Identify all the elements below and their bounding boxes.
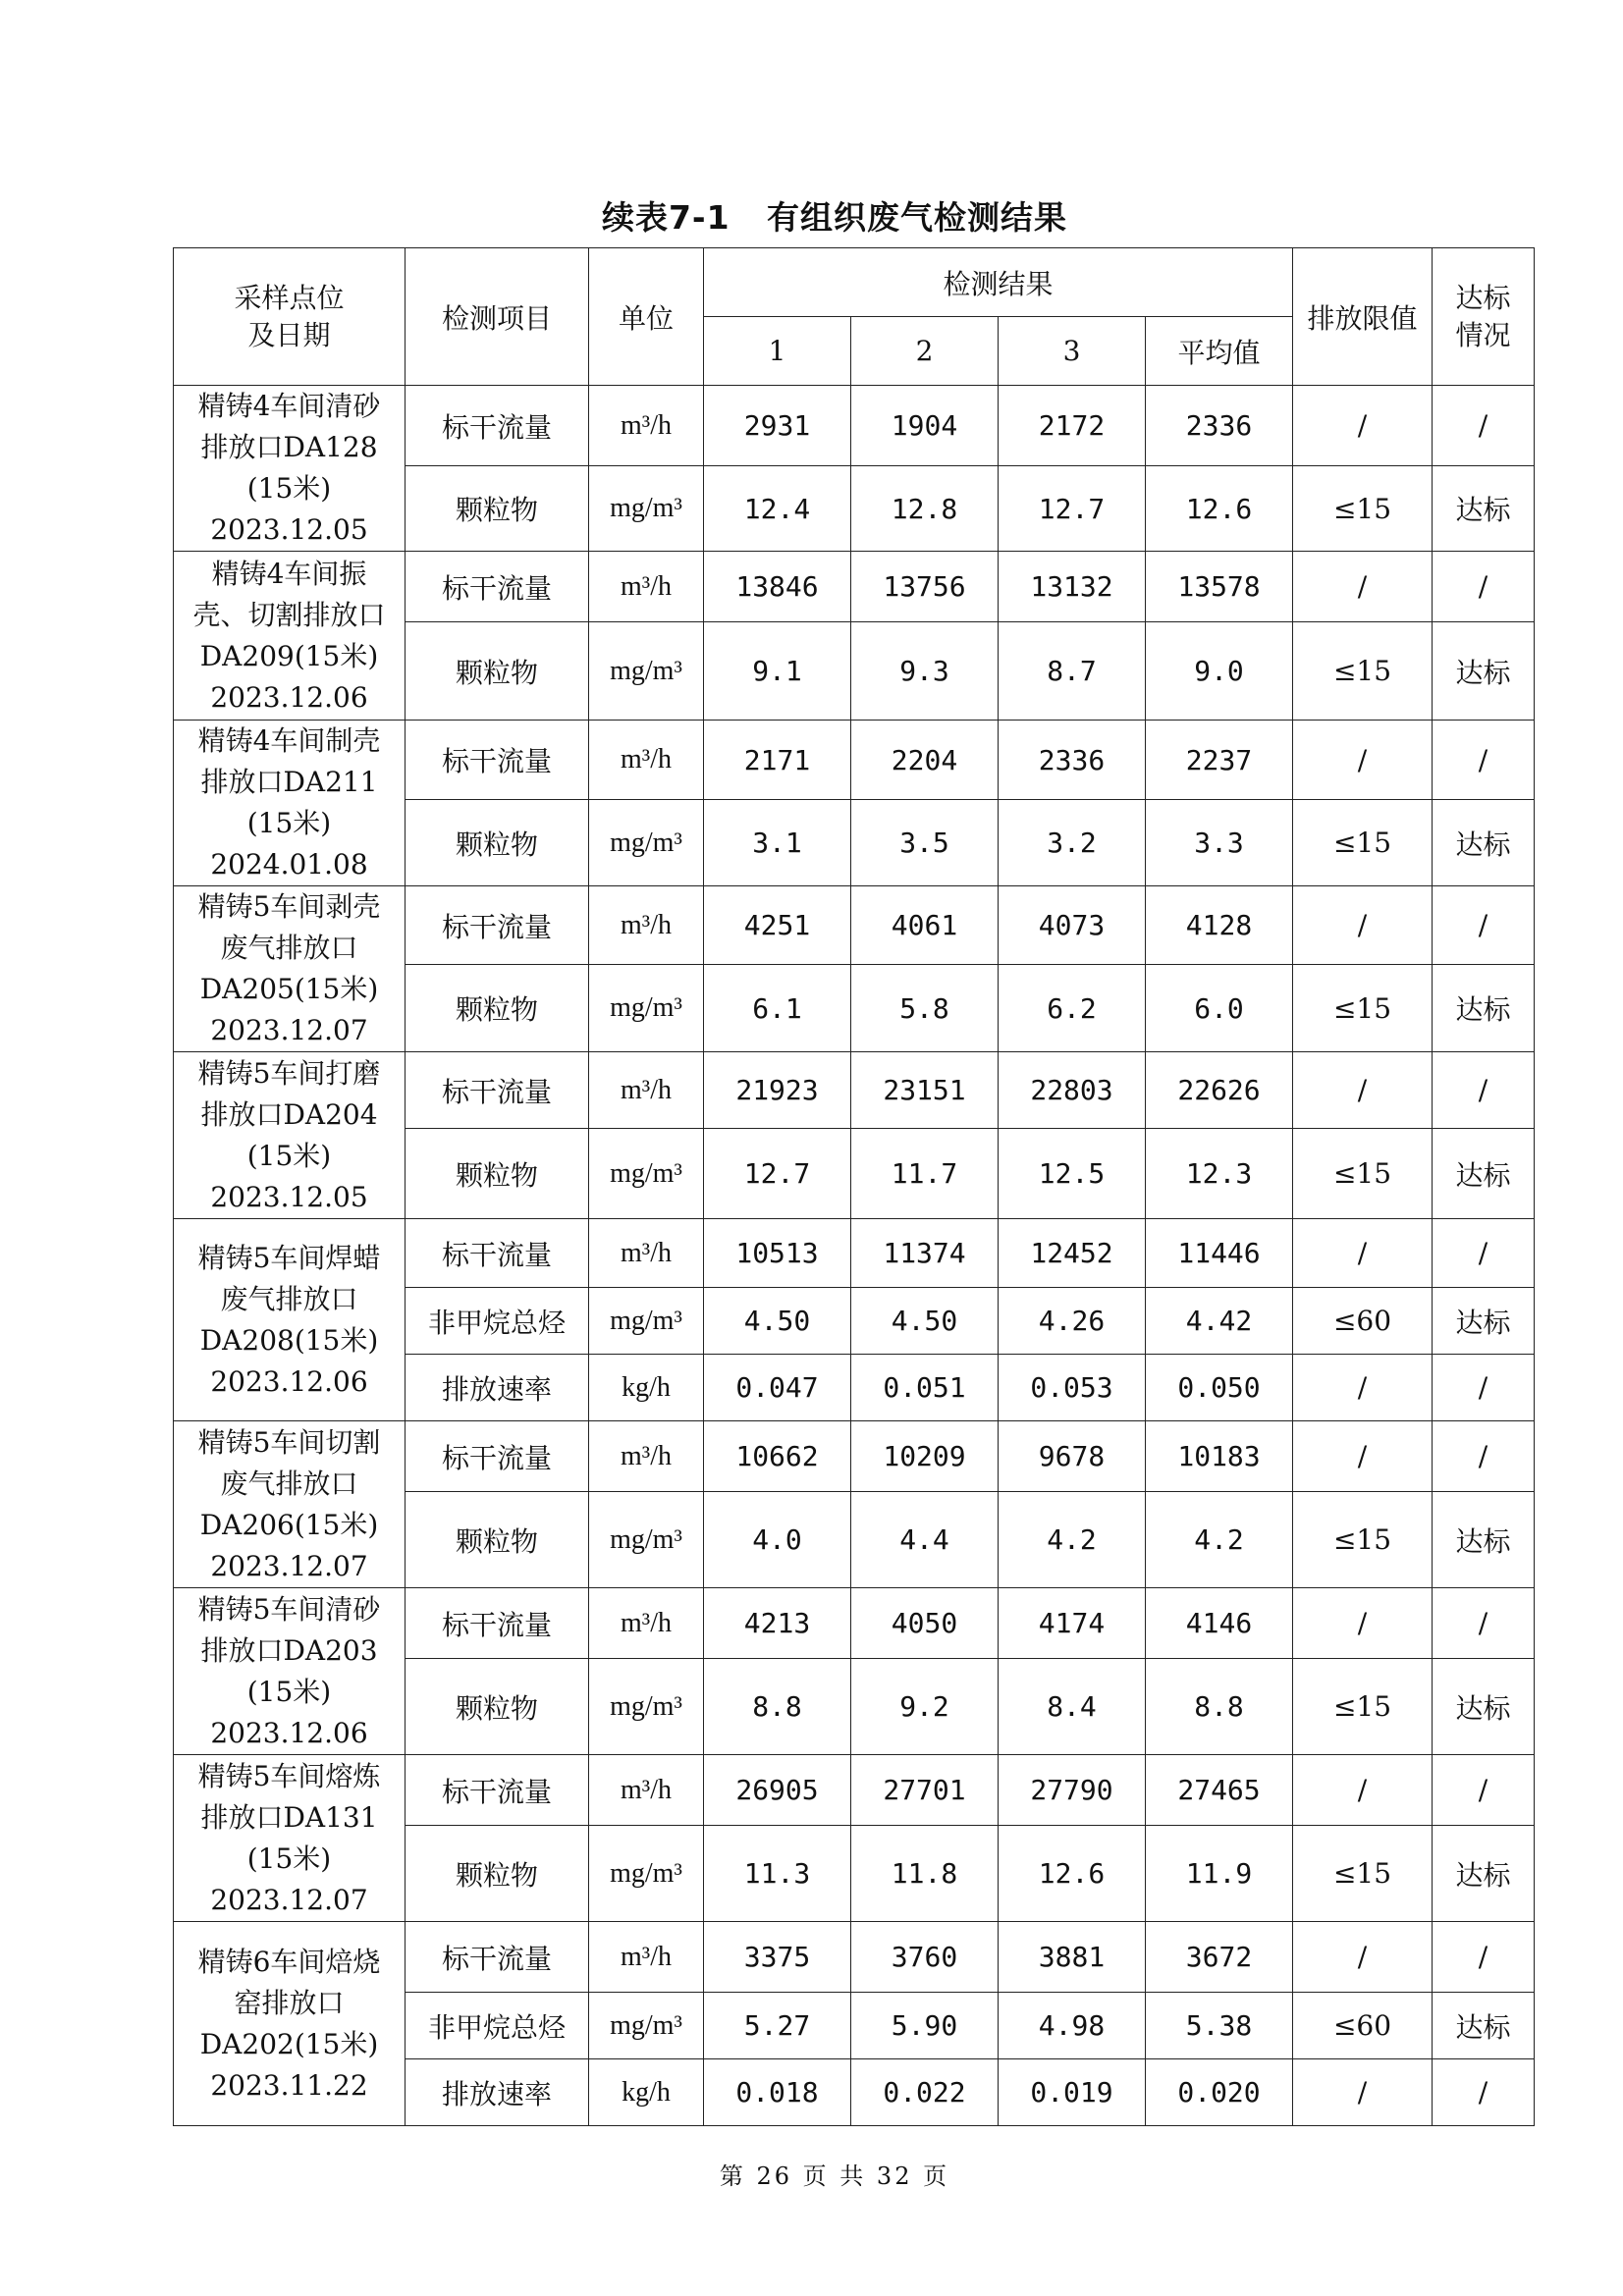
table-row [174,552,1535,622]
item-cell: 标干流量 [406,552,589,622]
limit-cell: / [1293,386,1433,466]
unit-cell: m³/h [589,386,704,466]
location-cell [174,1421,406,1588]
unit-cell: mg/m³ [589,1288,704,1355]
value-cell-average: 3.3 [1146,800,1293,886]
item-cell: 非甲烷总烃 [406,1993,589,2059]
value-cell-average: 12.6 [1146,466,1293,552]
header-location-line: 及日期 [247,318,331,351]
location-cell [174,1219,406,1421]
status-cell: 达标 [1433,965,1535,1052]
value-cell-1: 12.7 [704,1129,851,1219]
status-cell: / [1433,721,1535,800]
header-compliance-line: 情况 [1455,318,1511,351]
unit-cell: m³/h [589,886,704,965]
item-cell: 颗粒物 [406,466,589,552]
status-cell: / [1433,1421,1535,1492]
item-cell: 标干流量 [406,1588,589,1659]
location-line: DA206(15米) [199,1508,379,1541]
item-cell: 非甲烷总烃 [406,1288,589,1355]
status-cell: 达标 [1433,800,1535,886]
value-cell-1: 9.1 [704,622,851,721]
status-cell: 达标 [1433,1826,1535,1922]
value-cell-1: 2171 [704,721,851,800]
value-cell-2: 3760 [851,1922,999,1993]
limit-cell: ≤15 [1293,622,1433,721]
value-cell-3: 27790 [999,1755,1146,1826]
value-cell-3: 2336 [999,721,1146,800]
header-unit: 单位 [589,248,704,386]
location-line: (15米) [246,1675,332,1708]
status-cell: 达标 [1433,1993,1535,2059]
location-line: 精铸6车间焙烧 [197,1945,381,1978]
value-cell-3: 12.5 [999,1129,1146,1219]
location-line: 废气排放口 [220,932,358,964]
value-cell-3: 3.2 [999,800,1146,886]
table-row [174,1922,1535,1993]
value-cell-1: 8.8 [704,1659,851,1755]
value-cell-3: 4174 [999,1588,1146,1659]
table-name: 有组织废气检测结果 [767,198,1068,237]
limit-cell: ≤15 [1293,1826,1433,1922]
value-cell-1: 11.3 [704,1826,851,1922]
value-cell-average: 4.42 [1146,1288,1293,1355]
item-cell: 标干流量 [406,1755,589,1826]
value-cell-3: 4.98 [999,1993,1146,2059]
status-cell: / [1433,1922,1535,1993]
status-cell: 达标 [1433,1659,1535,1755]
item-cell: 标干流量 [406,1922,589,1993]
location-line: 2023.12.07 [210,1549,368,1582]
status-cell: / [1433,1755,1535,1826]
limit-cell: ≤60 [1293,1993,1433,2059]
status-cell: / [1433,1355,1535,1421]
header-location [174,248,406,386]
value-cell-3: 12452 [999,1219,1146,1288]
unit-cell: m³/h [589,1755,704,1826]
value-cell-1: 0.018 [704,2059,851,2126]
value-cell-2: 11374 [851,1219,999,1288]
unit-cell: kg/h [589,2059,704,2126]
value-cell-2: 2204 [851,721,999,800]
value-cell-2: 13756 [851,552,999,622]
limit-cell: / [1293,552,1433,622]
value-cell-average: 4146 [1146,1588,1293,1659]
unit-cell: mg/m³ [589,466,704,552]
location-line: 2023.11.22 [210,2068,368,2102]
location-line: 2023.12.07 [210,1014,368,1046]
value-cell-2: 1904 [851,386,999,466]
status-cell: / [1433,1052,1535,1129]
value-cell-average: 4128 [1146,886,1293,965]
value-cell-2: 5.8 [851,965,999,1052]
unit-cell: m³/h [589,1922,704,1993]
value-cell-average: 2237 [1146,721,1293,800]
header-limit: 排放限值 [1293,248,1433,386]
item-cell: 标干流量 [406,386,589,466]
location-line: DA205(15米) [199,973,379,1005]
limit-cell: ≤15 [1293,1492,1433,1588]
item-cell: 标干流量 [406,886,589,965]
header-compliance-line: 达标 [1455,281,1511,314]
value-cell-2: 12.8 [851,466,999,552]
location-line: 排放口DA203 [200,1633,378,1667]
location-line: 2024.01.08 [210,848,368,881]
value-cell-1: 10513 [704,1219,851,1288]
value-cell-3: 8.7 [999,622,1146,721]
header-location-line: 采样点位 [234,281,345,314]
limit-cell: ≤15 [1293,466,1433,552]
unit-cell: m³/h [589,721,704,800]
value-cell-3: 9678 [999,1421,1146,1492]
location-line: 精铸5车间切割 [197,1425,381,1459]
limit-cell: / [1293,886,1433,965]
location-line: (15米) [246,1842,332,1875]
location-cell [174,1052,406,1219]
value-cell-2: 3.5 [851,800,999,886]
header-col-3: 3 [999,317,1146,386]
unit-cell: mg/m³ [589,1492,704,1588]
value-cell-average: 10183 [1146,1421,1293,1492]
unit-cell: mg/m³ [589,800,704,886]
limit-cell: ≤15 [1293,1129,1433,1219]
table-row [174,1052,1535,1129]
item-cell: 颗粒物 [406,1826,589,1922]
item-cell: 颗粒物 [406,1659,589,1755]
location-line: 2023.12.05 [210,513,368,546]
value-cell-average: 12.3 [1146,1129,1293,1219]
table-row [174,1588,1535,1659]
header-col-average: 平均值 [1146,317,1293,386]
header-item: 检测项目 [406,248,589,386]
status-cell: 达标 [1433,1288,1535,1355]
table-row [174,886,1535,965]
value-cell-average: 11446 [1146,1219,1293,1288]
status-cell: / [1433,552,1535,622]
value-cell-3: 12.7 [999,466,1146,552]
page-footer: 第 26 页 共 32 页 [719,2163,950,2190]
location-cell [174,721,406,886]
item-cell: 标干流量 [406,1052,589,1129]
value-cell-3: 6.2 [999,965,1146,1052]
value-cell-3: 2172 [999,386,1146,466]
location-cell [174,386,406,552]
location-line: 精铸5车间焊蜡 [197,1241,381,1274]
location-line: 2023.12.05 [210,1180,368,1213]
status-cell: / [1433,2059,1535,2126]
location-cell [174,1755,406,1922]
item-cell: 排放速率 [406,1355,589,1421]
value-cell-1: 13846 [704,552,851,622]
status-cell: / [1433,1219,1535,1288]
location-line: 2023.12.06 [210,680,368,714]
table-row [174,1421,1535,1492]
item-cell: 颗粒物 [406,1492,589,1588]
value-cell-1: 12.4 [704,466,851,552]
header-col-1: 1 [704,317,851,386]
value-cell-1: 3.1 [704,800,851,886]
location-line: 壳、切割排放口 [192,598,386,631]
value-cell-average: 3672 [1146,1922,1293,1993]
table-row [174,721,1535,800]
value-cell-1: 0.047 [704,1355,851,1421]
status-cell: / [1433,886,1535,965]
status-cell: 达标 [1433,466,1535,552]
table-title [0,192,1623,239]
header-col-2: 2 [851,317,999,386]
location-line: 精铸4车间振 [211,557,367,590]
header-results: 检测结果 [704,248,1293,317]
value-cell-3: 4.26 [999,1288,1146,1355]
location-line: DA208(15米) [199,1323,379,1357]
unit-cell: mg/m³ [589,1826,704,1922]
location-line: 精铸4车间清砂 [197,390,381,422]
location-line: 排放口DA131 [200,1800,378,1834]
item-cell: 颗粒物 [406,1129,589,1219]
value-cell-1: 5.27 [704,1993,851,2059]
limit-cell: / [1293,1922,1433,1993]
item-cell: 排放速率 [406,2059,589,2126]
limit-cell: / [1293,1421,1433,1492]
unit-cell: mg/m³ [589,1993,704,2059]
value-cell-2: 11.8 [851,1826,999,1922]
unit-cell: mg/m³ [589,1129,704,1219]
unit-cell: m³/h [589,1052,704,1129]
location-line: (15米) [246,807,332,839]
limit-cell: / [1293,1355,1433,1421]
value-cell-average: 5.38 [1146,1993,1293,2059]
value-cell-2: 4050 [851,1588,999,1659]
location-line: 精铸5车间剥壳 [197,890,381,923]
value-cell-2: 11.7 [851,1129,999,1219]
value-cell-1: 4213 [704,1588,851,1659]
location-line: 排放口DA128 [200,431,378,463]
value-cell-3: 4.2 [999,1492,1146,1588]
limit-cell: / [1293,1588,1433,1659]
location-cell [174,552,406,721]
unit-cell: mg/m³ [589,965,704,1052]
value-cell-3: 4073 [999,886,1146,965]
status-cell: 达标 [1433,1492,1535,1588]
value-cell-1: 4.0 [704,1492,851,1588]
item-cell: 颗粒物 [406,965,589,1052]
limit-cell: / [1293,1219,1433,1288]
value-cell-1: 6.1 [704,965,851,1052]
location-line: 废气排放口 [220,1282,358,1315]
value-cell-average: 2336 [1146,386,1293,466]
location-line: 排放口DA204 [200,1097,378,1131]
unit-cell: m³/h [589,1219,704,1288]
value-cell-3: 12.6 [999,1826,1146,1922]
value-cell-2: 9.3 [851,622,999,721]
limit-cell: ≤15 [1293,965,1433,1052]
status-cell: / [1433,1588,1535,1659]
unit-cell: kg/h [589,1355,704,1421]
unit-cell: mg/m³ [589,622,704,721]
location-line: 2023.12.07 [210,1883,368,1916]
value-cell-2: 27701 [851,1755,999,1826]
limit-cell: ≤15 [1293,800,1433,886]
limit-cell: / [1293,1052,1433,1129]
location-line: (15米) [246,1139,332,1172]
results-table [173,247,1535,2126]
header-row-1 [174,248,1535,317]
value-cell-average: 13578 [1146,552,1293,622]
table-row [174,1755,1535,1826]
value-cell-2: 4061 [851,886,999,965]
location-line: DA209(15米) [199,639,379,672]
value-cell-1: 4251 [704,886,851,965]
item-cell: 标干流量 [406,1219,589,1288]
unit-cell: m³/h [589,1588,704,1659]
location-line: 精铸5车间熔炼 [197,1759,381,1792]
value-cell-3: 0.019 [999,2059,1146,2126]
location-line: DA202(15米) [199,2027,379,2060]
value-cell-2: 4.50 [851,1288,999,1355]
status-cell: / [1433,386,1535,466]
value-cell-average: 8.8 [1146,1659,1293,1755]
table-row [174,386,1535,466]
header-compliance [1433,248,1535,386]
value-cell-average: 11.9 [1146,1826,1293,1922]
value-cell-average: 0.020 [1146,2059,1293,2126]
location-cell [174,886,406,1052]
limit-cell: ≤15 [1293,1659,1433,1755]
results-body [174,386,1535,2126]
value-cell-2: 0.022 [851,2059,999,2126]
location-line: 2023.12.06 [210,1364,368,1398]
limit-cell: / [1293,2059,1433,2126]
value-cell-2: 4.4 [851,1492,999,1588]
value-cell-3: 22803 [999,1052,1146,1129]
status-cell: 达标 [1433,622,1535,721]
value-cell-2: 5.90 [851,1993,999,2059]
value-cell-1: 4.50 [704,1288,851,1355]
value-cell-1: 26905 [704,1755,851,1826]
location-cell [174,1588,406,1755]
item-cell: 颗粒物 [406,622,589,721]
limit-cell: / [1293,1755,1433,1826]
limit-cell: / [1293,721,1433,800]
value-cell-1: 10662 [704,1421,851,1492]
value-cell-3: 0.053 [999,1355,1146,1421]
limit-cell: ≤60 [1293,1288,1433,1355]
unit-cell: m³/h [589,1421,704,1492]
location-line: 2023.12.06 [210,1716,368,1749]
value-cell-3: 3881 [999,1922,1146,1993]
value-cell-average: 22626 [1146,1052,1293,1129]
value-cell-1: 21923 [704,1052,851,1129]
location-line: 精铸5车间清砂 [197,1592,381,1626]
value-cell-2: 0.051 [851,1355,999,1421]
value-cell-1: 3375 [704,1922,851,1993]
value-cell-2: 9.2 [851,1659,999,1755]
value-cell-average: 0.050 [1146,1355,1293,1421]
location-line: 精铸5车间打磨 [197,1056,381,1090]
value-cell-average: 9.0 [1146,622,1293,721]
unit-cell: m³/h [589,552,704,622]
value-cell-3: 8.4 [999,1659,1146,1755]
item-cell: 标干流量 [406,721,589,800]
location-line: 排放口DA211 [200,766,378,798]
value-cell-average: 27465 [1146,1755,1293,1826]
value-cell-average: 4.2 [1146,1492,1293,1588]
location-line: (15米) [246,472,332,505]
table-row [174,1219,1535,1288]
table-number: 续表7-1 [601,198,730,237]
item-cell: 颗粒物 [406,800,589,886]
unit-cell: mg/m³ [589,1659,704,1755]
value-cell-2: 10209 [851,1421,999,1492]
value-cell-average: 6.0 [1146,965,1293,1052]
value-cell-2: 23151 [851,1052,999,1129]
location-line: 窑排放口 [234,1986,345,2019]
item-cell: 标干流量 [406,1421,589,1492]
value-cell-3: 13132 [999,552,1146,622]
status-cell: 达标 [1433,1129,1535,1219]
location-cell [174,1922,406,2126]
location-line: 废气排放口 [220,1467,358,1500]
value-cell-1: 2931 [704,386,851,466]
location-line: 精铸4车间制壳 [197,724,381,757]
